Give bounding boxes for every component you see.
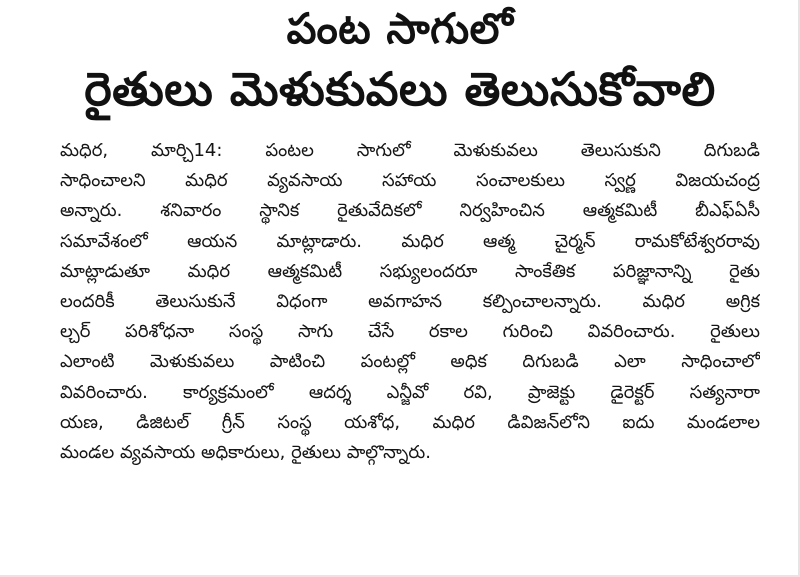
body-line: ల్చర్ పరిశోధనా సంస్థ సాగు చేసే రకాల గురించి వివరించారు. రైతులు <box>60 321 760 343</box>
body-line: లందరికీ తెలుసుకునే విధంగా అవగాహన కల్పించాలన్నారు. మధిర అగ్రిక <box>60 291 760 313</box>
body-line: అన్నారు. శనివారం స్థానిక రైతువేదికలో నిర్వహించిన ఆత్మకమిటీ బీఎఫ్‌ఏసీ <box>60 200 760 222</box>
body-line: మధిర, మార్చి14: పంటల సాగులో మెళుకువలు తెలుసుకుని దిగుబడి <box>60 140 760 161</box>
headline-line-1: పంట సాగులో <box>286 4 514 53</box>
body-line: యణ, డిజిటల్ గ్రీన్ సంస్థ యశోధ, మధిర డివిజన్‌లోని ఐదు మండలాల <box>60 411 760 433</box>
body-line: సాధించాలని మధిర వ్యవసాయ సహాయ సంచాలకులు స్వర్ణ విజయచంద్ర <box>60 170 760 192</box>
article-body <box>60 136 760 468</box>
body-line: సమావేశంలో ఆయన మాట్లాడారు. మధిర ఆత్మ చైర్మన్ రామకోటేశ్వరరావు <box>60 230 760 252</box>
body-line: మండల వ్యవసాయ అధికారులు, రైతులు పాల్గొన్నారు. <box>60 442 431 464</box>
body-line: ఎలాంటి మెళుకువలు పాటించి పంటల్లో అధిక దిగుబడి ఎలా సాధించాలో <box>60 351 760 373</box>
headline-line-2: రైతులు మెళుకువలు తెలుసుకోవాలి <box>84 62 716 116</box>
body-line: మాట్లాడుతూ మధిర ఆత్మకమిటీ సభ్యులందరూ సాంకేతిక పరిజ్ఞానాన్ని రైతు <box>60 260 760 282</box>
body-line: వివరించారు. కార్యక్రమంలో ఆదర్శ ఎన్జీవో రవి, ప్రాజెక్టు డైరెక్టర్ సత్యనారా <box>60 381 760 403</box>
